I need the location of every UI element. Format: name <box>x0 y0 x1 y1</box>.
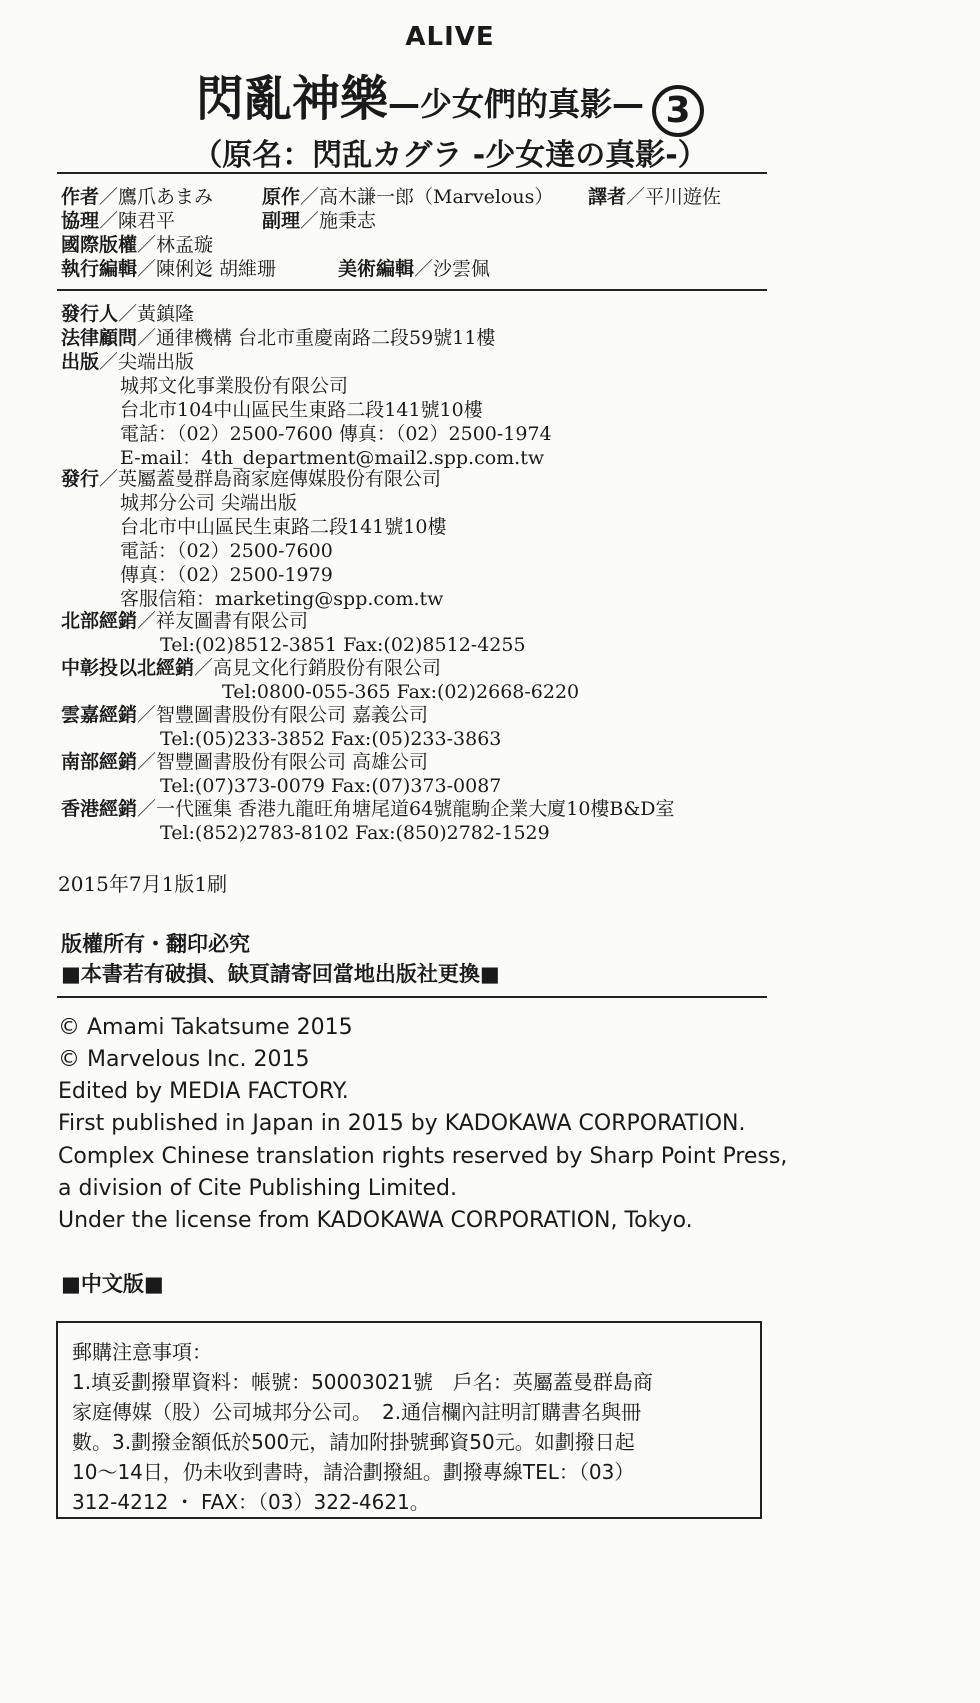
credits-row-3 <box>61 233 213 257</box>
exec-label: 執行編輯 <box>61 258 138 280</box>
distributor-name: ／一代匯集 香港九龍旺角塘尾道64號龍駒企業大廈10樓B&D室 <box>137 798 675 820</box>
series-label: ALIVE <box>405 22 495 52</box>
mail-order-line: 312-4212 ・ FAX：（03）322-4621。 <box>72 1490 430 1514</box>
deputy-credit <box>262 209 376 233</box>
art-credit <box>338 257 490 281</box>
credits-row-1 <box>61 185 213 209</box>
mail-order-line: 家庭傳媒（股）公司城邦分公司。 2.通信欄內註明訂購書名與冊 <box>72 1400 642 1424</box>
distributor-contact: Tel:(05)233-3852 Fax:(05)233-3863 <box>160 728 502 750</box>
title-main: 閃亂神樂 <box>195 71 388 127</box>
issue-line: 電話：（02）2500-7600 <box>120 540 333 562</box>
legal: ／通律機構 台北市重慶南路二段59號11樓 <box>137 327 496 349</box>
intl-label: 國際版權 <box>61 234 138 256</box>
divider <box>57 172 767 174</box>
distributor-contact: Tel:0800-055-365 Fax:(02)2668-6220 <box>222 681 580 703</box>
distributor-contact: Tel:(852)2783-8102 Fax:(850)2782-1529 <box>160 822 550 844</box>
distributor-row <box>61 609 308 633</box>
credits-row-4 <box>61 257 276 281</box>
press-line: E-mail：4th_department@mail2.spp.com.tw <box>120 447 545 469</box>
press-label: 出版 <box>61 351 100 373</box>
issue-label: 發行 <box>61 468 100 490</box>
distributor-contact: Tel:(02)8512-3851 Fax:(02)8512-4255 <box>160 634 526 656</box>
distributor-label: 南部經銷 <box>61 751 138 773</box>
press-line: 台北市104中山區民生東路二段141號10樓 <box>120 399 483 421</box>
distributor-label: 香港經銷 <box>61 798 138 820</box>
distributor-row <box>61 750 428 774</box>
divider <box>57 996 767 998</box>
credits-row-2 <box>61 209 175 233</box>
english-line: Edited by MEDIA FACTORY. <box>58 1079 349 1104</box>
translator: ／平川遊佐 <box>626 186 722 208</box>
original-title: （原名：閃乱カグラ -少女達の真影-） <box>192 138 708 173</box>
distributor-label: 北部經銷 <box>61 610 138 632</box>
damage-notice: ■本書若有破損、缺頁請寄回當地出版社更換■ <box>61 962 500 986</box>
edition: 2015年7月1版1刷 <box>58 872 228 896</box>
assoc-label: 協理 <box>61 210 100 232</box>
mail-order-line: 1.填妥劃撥單資料：帳號：50003021號 戶名：英屬蓋曼群島商 <box>72 1370 653 1394</box>
issue-line: 城邦分公司 尖端出版 <box>120 492 298 514</box>
chinese-edition-label: ■中文版■ <box>61 1272 164 1296</box>
volume-badge: 3 <box>652 85 704 137</box>
translator-label: 譯者 <box>588 186 627 208</box>
art-label: 美術編輯 <box>338 258 415 280</box>
original-author: ／高木謙一郎（Marvelous） <box>300 186 554 208</box>
press-line: 城邦文化事業股份有限公司 <box>120 375 349 397</box>
author-label: 作者 <box>61 186 100 208</box>
distributor-name: ／智豐圖書股份有限公司 嘉義公司 <box>137 704 429 726</box>
original-credit <box>262 185 553 209</box>
mail-order-heading: 郵購注意事項： <box>72 1340 212 1364</box>
rights-notice: 版權所有・翻印必究 <box>61 932 250 956</box>
translator-credit <box>588 185 721 209</box>
exec-editors: ／陳俐彣 胡維珊 <box>137 258 277 280</box>
distributor-label: 中彰投以北經銷 <box>61 657 195 679</box>
deputy-label: 副理 <box>262 210 301 232</box>
mail-order-notice <box>56 1321 762 1519</box>
distributor-label: 雲嘉經銷 <box>61 704 138 726</box>
distributor-name: ／祥友圖書有限公司 <box>137 610 309 632</box>
assoc: ／陳君平 <box>99 210 176 232</box>
mail-order-line: 數。3.劃撥金額低於500元，請加附掛號郵資50元。如劃撥日起 <box>72 1430 635 1454</box>
divider <box>57 289 767 291</box>
mail-order-line: 10～14日，仍未收到書時，請洽劃撥組。劃撥專線TEL：（03） <box>72 1460 635 1484</box>
english-line: a division of Cite Publishing Limited. <box>58 1176 457 1201</box>
distributor-row <box>61 797 675 821</box>
book-title <box>0 60 900 137</box>
press-line: 電話：（02）2500-7600 傳真：（02）2500-1974 <box>120 423 552 445</box>
legal-label: 法律顧問 <box>61 327 138 349</box>
art-editor: ／沙雲佩 <box>414 258 491 280</box>
distributor-row <box>61 703 428 727</box>
english-line: Under the license from KADOKAWA CORPORATION, Tokyo. <box>58 1208 693 1233</box>
publisher-row <box>61 302 194 326</box>
publisher-label: 發行人 <box>61 303 119 325</box>
deputy: ／施秉志 <box>300 210 377 232</box>
issue-line: 台北市中山區民生東路二段141號10樓 <box>120 516 447 538</box>
issue-line: 傳真：（02）2500-1979 <box>120 564 333 586</box>
distributor-name: ／智豐圖書股份有限公司 高雄公司 <box>137 751 429 773</box>
distributor-contact: Tel:(07)373-0079 Fax:(07)373-0087 <box>160 775 502 797</box>
issue-row <box>61 467 441 491</box>
issue-line: 客服信箱：marketing@spp.com.tw <box>120 588 444 610</box>
original-label: 原作 <box>262 186 301 208</box>
title-sub: —少女們的真影— <box>388 85 645 123</box>
author: ／鷹爪あまみ <box>99 186 214 208</box>
english-line: © Amami Takatsume 2015 <box>58 1015 353 1040</box>
publisher: ／黃鎮隆 <box>118 303 195 325</box>
distributor-name: ／高見文化行銷股份有限公司 <box>194 657 442 679</box>
issue: ／英屬蓋曼群島商家庭傳媒股份有限公司 <box>99 468 442 490</box>
legal-row <box>61 326 495 350</box>
distributor-row <box>61 656 441 680</box>
english-line: © Marvelous Inc. 2015 <box>58 1047 310 1072</box>
english-line: First published in Japan in 2015 by KADOKAWA CORPORATION. <box>58 1111 746 1136</box>
english-line: Complex Chinese translation rights reserved by Sharp Point Press, <box>58 1144 788 1169</box>
intl: ／林孟璇 <box>137 234 214 256</box>
press-row <box>61 350 194 374</box>
press: ／尖端出版 <box>99 351 195 373</box>
